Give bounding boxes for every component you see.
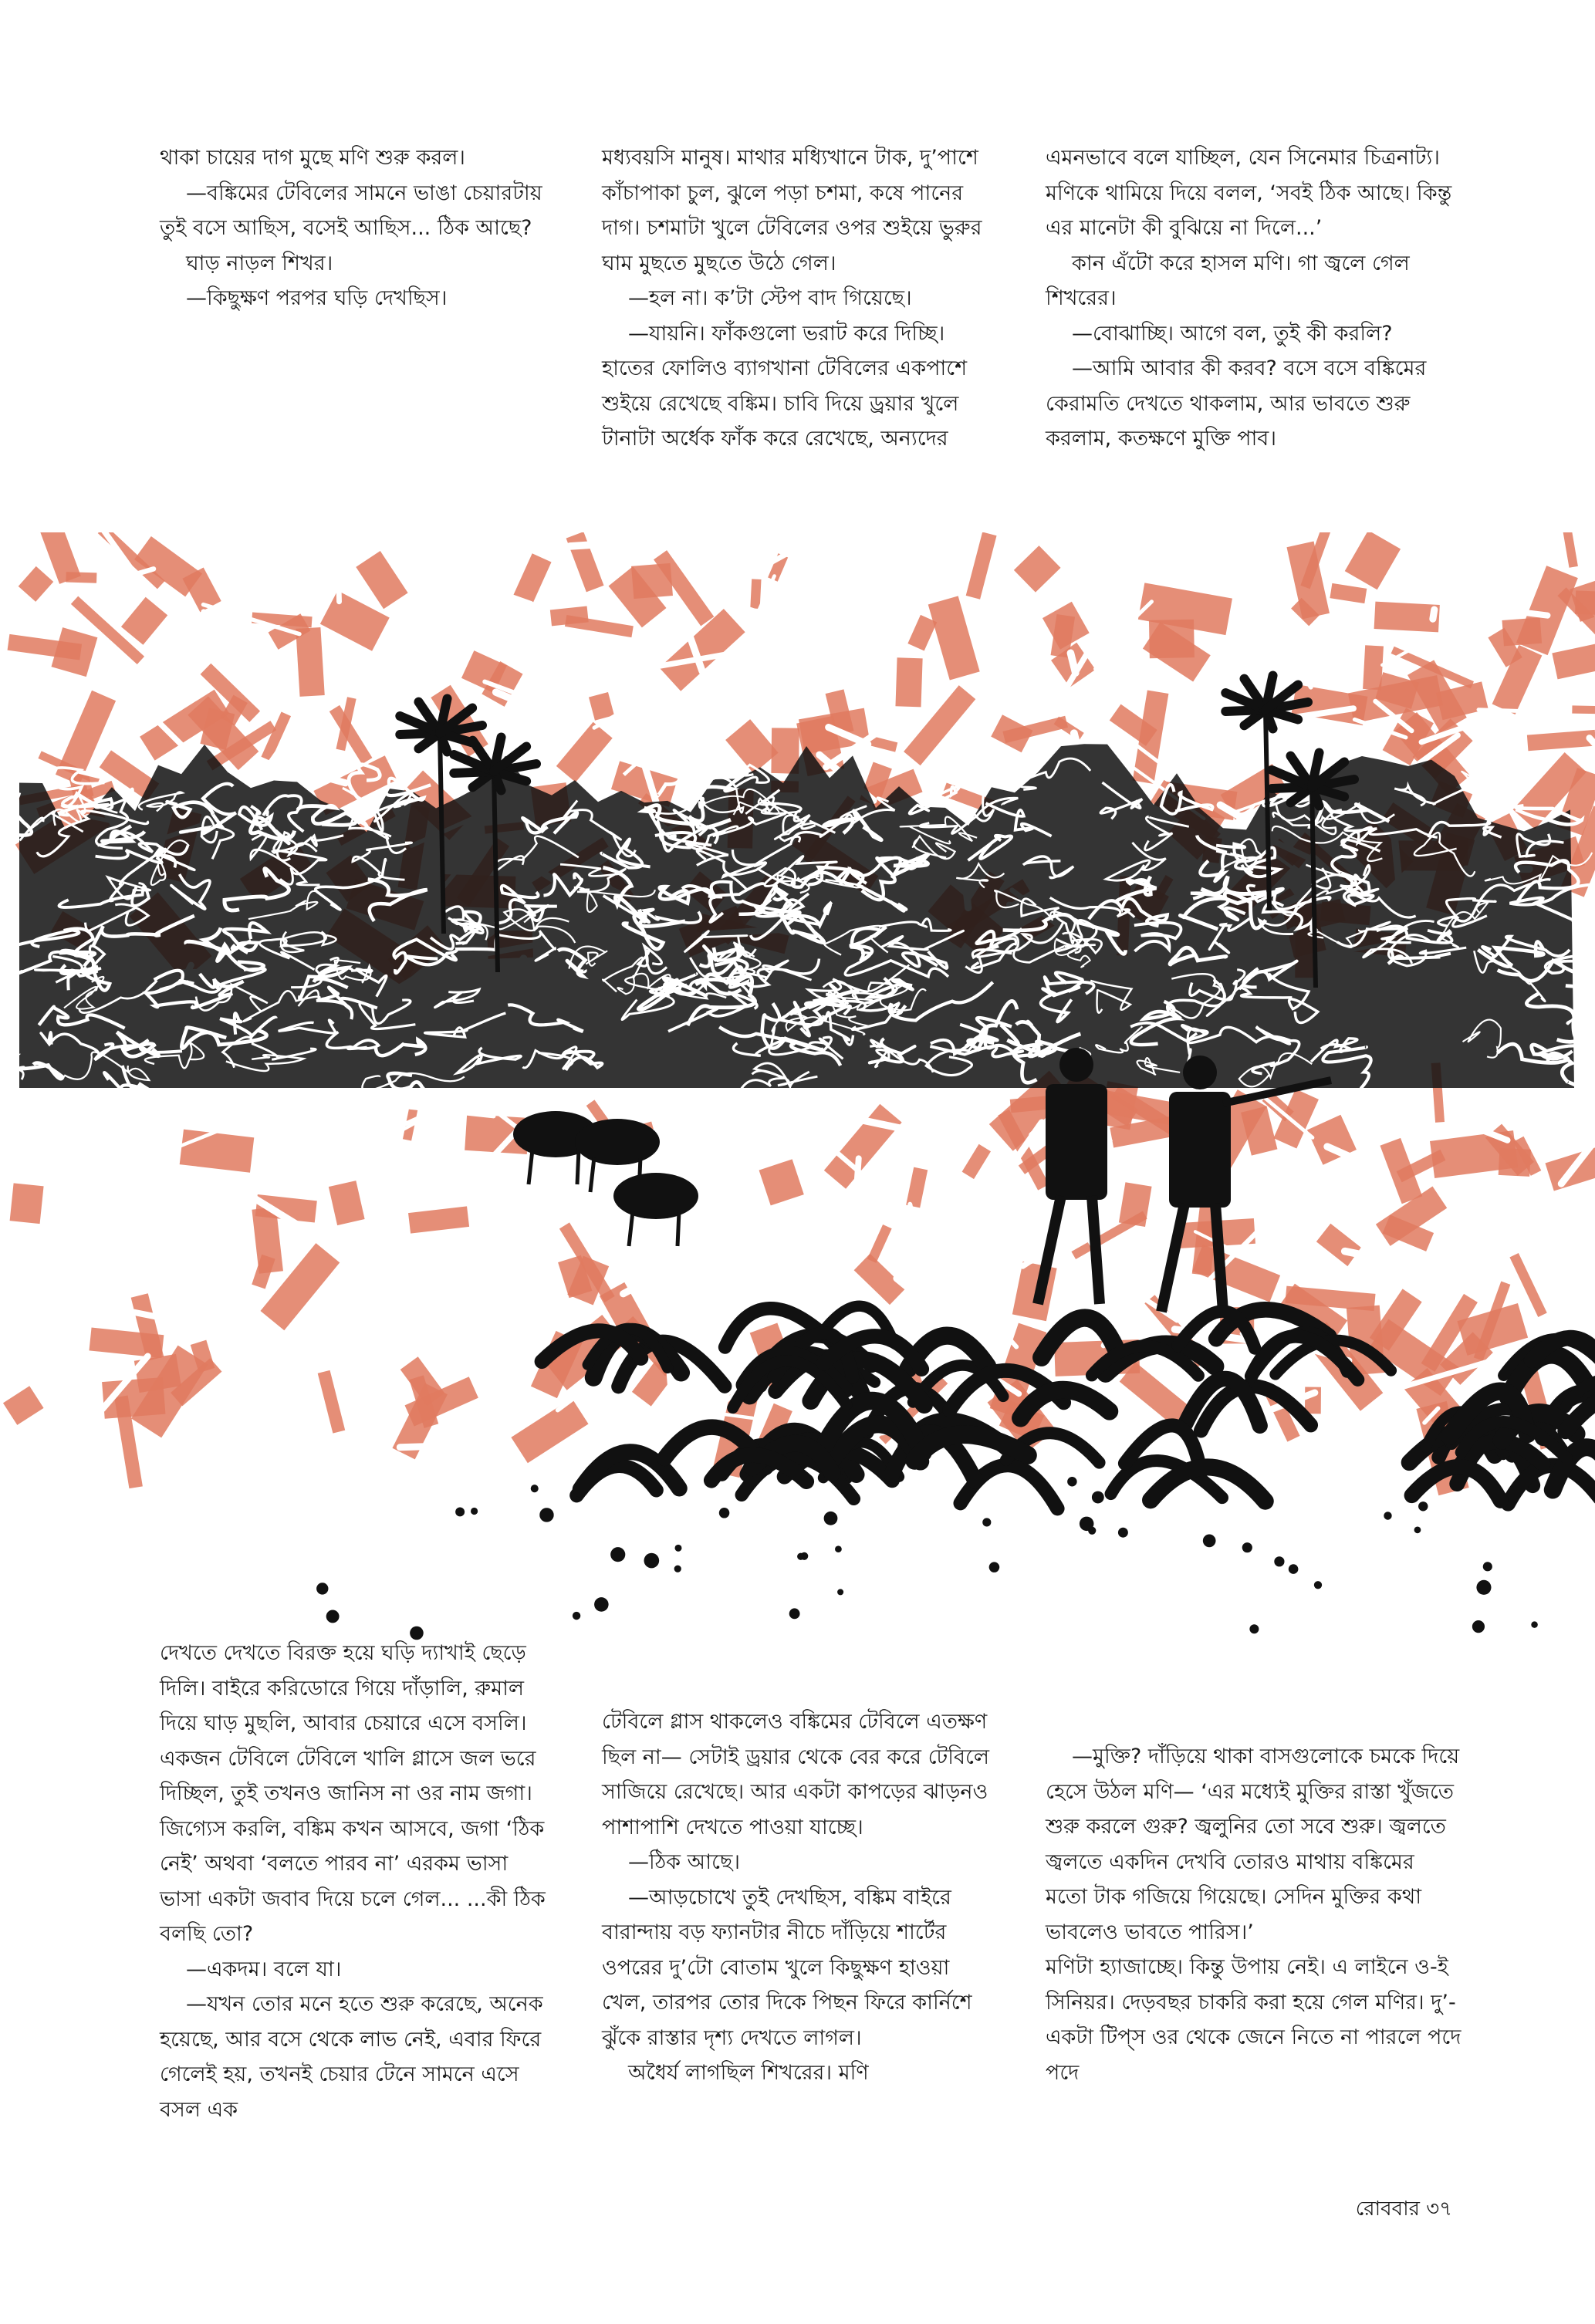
goat-leg: [590, 1157, 594, 1192]
scribble-line: [350, 1248, 372, 1269]
goat-leg: [678, 1211, 679, 1246]
ground-speck: [471, 1508, 478, 1515]
scribble-line: [440, 1337, 466, 1348]
scribble-line: [0, 702, 13, 703]
goat: [575, 1119, 660, 1165]
ground-speck: [1418, 1501, 1428, 1511]
ground-speck: [1274, 1556, 1284, 1566]
article-paragraph: —কিছুক্ষণ পরপর ঘড়ি দেখছিস।: [186, 286, 448, 310]
scribble-line: [1590, 738, 1595, 757]
ground-speck: [1289, 1564, 1299, 1574]
ground-speck: [1472, 1620, 1485, 1633]
scribble-line: [1049, 681, 1103, 724]
ground-speck: [837, 1589, 843, 1595]
scribble-line: [129, 1173, 144, 1222]
sky-patch: [1014, 546, 1061, 593]
ground-speck: [674, 1566, 681, 1572]
sky-patch: [511, 1398, 588, 1463]
sky-patch: [556, 722, 613, 782]
sky-patch: [1572, 705, 1595, 714]
sky-patch: [1120, 1362, 1190, 1426]
scribble-line: [387, 613, 470, 633]
ground-speck: [455, 1507, 465, 1516]
scribble-line: [707, 1103, 734, 1167]
sky-patch: [318, 1370, 346, 1434]
article-paragraph: এমনভাবে বলে যাচ্ছিল, যেন সিনেমার চিত্রনাট্য। মণিকে থামিয়ে দিয়ে বলল, ‘সবই ঠিক আছে। কিন্তু এর মানেটা কী বুঝিয়ে না দিলে...’: [1046, 146, 1452, 240]
scribble-line: [857, 1158, 859, 1187]
article-paragraph: —যায়নি। ফাঁকগুলো ভরাট করে দিচ্ছি। হাতের ফোলিও ব্যাগখানা টেবিলের একপাশে শুইয়ে রেখেছে বঙ্কিম। চাবি দিয়ে ড্রয়ার খুলে টানাটা অর্ধেক ফাঁক করে রেখেছে, অন্যদের: [602, 321, 968, 451]
ground-speck: [674, 1545, 681, 1552]
article-paragraph: —বঙ্কিমের টেবিলের সামনে ভাঙা চেয়ারটায় তুই বসে আছিস, বসেই আছিস... ঠিক আছে?: [160, 181, 542, 240]
article-column-top-1: [160, 140, 553, 316]
figure-leg: [1215, 1204, 1223, 1312]
scribble-line: [1282, 637, 1311, 687]
scribble-line: [1204, 748, 1262, 779]
ground-speck: [824, 1512, 838, 1525]
scribble-line: [383, 1096, 467, 1134]
figure-leg: [1161, 1204, 1184, 1312]
article-column-top-2: [602, 140, 995, 457]
scribble-line: [910, 1204, 918, 1247]
foliage-scribble: [1462, 772, 1515, 797]
sky-patch: [1071, 1211, 1147, 1260]
scribble-line: [176, 1283, 212, 1290]
ground-speck: [1203, 1535, 1216, 1548]
scribble-line: [1433, 610, 1434, 619]
scribble-line: [368, 1154, 439, 1178]
scribble-line: [1100, 1443, 1162, 1445]
article-paragraph: —বোঝাচ্ছি। আগে বল, তুই কী করলি?: [1072, 321, 1393, 346]
article-paragraph: মণিটা হ্যাজাচ্ছে। কিন্তু উপায় নেই। এ লাইনে ও-ই সিনিয়র। দেড়বছর চাকরি করা হয়ে গেল মণির। দু’-একটা টিপ্‌স ওর থেকে জেনে নিতে না পারলে পদে পদে: [1046, 1955, 1462, 2085]
goat: [613, 1173, 698, 1219]
scribble-line: [0, 750, 3, 800]
scribble-line: [972, 1262, 1002, 1275]
scribble-line: [1093, 602, 1151, 658]
article-paragraph: অধৈর্য লাগছিল শিখরের। মণি: [628, 2061, 869, 2085]
rural-landscape-illustration: [0, 532, 1595, 1659]
scribble-line: [244, 1420, 288, 1454]
ground-speck: [316, 1583, 328, 1594]
sky-patch: [329, 1181, 365, 1225]
article-paragraph: —আমি আবার কী করব? বসে বসে বঙ্কিমের কেরামতি দেখতে থাকলাম, আর ভাবতে শুরু করলাম, কতক্ষণে মুক্তি পাব।: [1046, 356, 1427, 451]
sky-patch: [759, 1159, 804, 1205]
sky-patch: [1552, 636, 1595, 680]
scribble-line: [580, 660, 651, 693]
sky-patch: [1363, 645, 1384, 690]
sky-patch: [1563, 532, 1578, 568]
ground-speck: [539, 1508, 553, 1522]
article-paragraph: দেখতে দেখতে বিরক্ত হয়ে ঘড়ি দ্যাখাই ছেড়ে দিলি। বাইরে করিডোরে গিয়ে দাঁড়ালি, রুমাল দিয়ে ঘাড় মুছলি, আবার চেয়ারে এসে বসলি। একজন টেবিলে টেবিলে খালি গ্লাসে জল ভরে দিচ্ছিল, তুই তখনও জানিস না ওর নাম জগা। জিগ্যেস করলি, বঙ্কিম কখন আসবে, জগা ‘ঠিক নেই’ অথবা ‘বলতে পারব না’ এরকম ভাসা ভাসা একটা জবাব দিয়ে চলে গেল... ...কী ঠিক বলছি তো?: [160, 1641, 546, 1946]
article-paragraph: মধ্যবয়সি মানুষ। মাথার মধ্যিখানে টাক, দু’পাশে কাঁচাপাকা চুল, ঝুলে পড়া চশমা, কষে পানের দাগ। চশমাটা খুলে টেবিলের ওপর শুইয়ে ভুরুর ঘাম মুছতে মুছতে উঠে গেল।: [602, 146, 982, 275]
sky-patch: [991, 714, 1032, 752]
goat-leg: [529, 1150, 532, 1184]
ground-speck: [594, 1597, 609, 1612]
sky-patch: [180, 1130, 255, 1173]
sky-patch: [966, 532, 997, 600]
ground-speck: [1476, 1580, 1491, 1595]
figure-body: [1169, 1092, 1231, 1208]
article-column-bottom-1: [160, 1636, 553, 2127]
goat-leg: [629, 1211, 633, 1246]
sky-patch: [356, 551, 407, 609]
scribble-line: [1088, 560, 1185, 582]
ground-speck: [1384, 1512, 1391, 1519]
sky-patch: [121, 597, 167, 645]
sky-patch: [3, 1386, 44, 1425]
ground-speck: [1531, 1621, 1538, 1628]
ground-speck: [835, 1545, 842, 1552]
article-column-top-3: [1046, 140, 1462, 457]
article-column-bottom-3: [1046, 1739, 1462, 2090]
scribble-line: [1320, 1265, 1384, 1281]
scribble-line: [221, 532, 302, 569]
sky-patch: [750, 579, 761, 609]
scribble-line: [1147, 554, 1240, 555]
ground-speck: [573, 1612, 580, 1620]
article-paragraph: —আড়চোখে তুই দেখছিস, বঙ্কিম বাইরে বারান্দায় বড় ফ্যানটার নীচে দাঁড়িয়ে শার্টের ওপরের দু’টো বোতাম খুলে কিছুক্ষণ হাওয়া খেল, তারপর তোর দিকে পিছন ফিরে কার্নিশে ঝুঁকে রাস্তার দৃশ্য দেখতে লাগল।: [602, 1885, 972, 2050]
sky-patch: [1345, 532, 1401, 589]
bush-leaf: [914, 1434, 1028, 1461]
ground-speck: [1483, 1562, 1492, 1571]
page-folio: রোববার ৩৭: [1355, 2197, 1452, 2221]
figure-leg: [1092, 1196, 1100, 1304]
sky-patch: [1330, 583, 1367, 603]
ground-speck: [1242, 1542, 1252, 1552]
scribble-line: [800, 532, 857, 541]
article-paragraph: টেবিলে গ্লাস থাকলেও বঙ্কিমের টেবিলে এতক্ষণ ছিল না— সেটাই ড্রয়ার থেকে বের করে টেবিলে সাজিয়ে রেখেছে। আর একটা কাপড়ের ঝাড়নও পাশাপাশি দেখতে পাওয়া যাচ্ছে।: [602, 1710, 989, 1839]
scribble-line: [88, 1232, 107, 1286]
ground-speck: [326, 1610, 340, 1623]
sky-patch: [906, 1167, 928, 1208]
sky-patch: [867, 1224, 892, 1263]
ground-speck: [1088, 1527, 1096, 1535]
scribble-line: [1096, 669, 1120, 688]
ground-speck: [719, 1508, 730, 1518]
scribble-line: [1070, 653, 1075, 673]
scribble-line: [1468, 532, 1516, 575]
ground-speck: [1249, 1624, 1259, 1633]
ground-speck: [789, 1608, 800, 1619]
article-paragraph: —যখন তোর মনে হতে শুরু করেছে, অনেক হয়েছে, আর বসে থেকে লাভ নেই, এবার ফিরে গেলেই হয়, তখনই চেয়ার টেনে সামনে এসে বসল এক: [160, 1992, 543, 2122]
scribble-line: [217, 1292, 242, 1343]
article-paragraph: ঘাড় নাড়ল শিখর।: [186, 251, 333, 275]
sky-patch: [10, 1183, 44, 1224]
ground-speck: [610, 1547, 625, 1562]
article-column-bottom-2: [602, 1704, 995, 2091]
sky-patch: [408, 1206, 469, 1233]
ground-speck: [1414, 1526, 1421, 1533]
scribble-line: [496, 692, 566, 721]
ground-speck: [1067, 1477, 1076, 1486]
figure-body: [1046, 1084, 1107, 1200]
ground-speck: [989, 1562, 1000, 1572]
scribble-line: [337, 544, 339, 602]
ground-speck: [1092, 1491, 1104, 1504]
sky-patch: [19, 566, 54, 602]
scribble-line: [999, 1207, 1006, 1218]
ground-speck: [1314, 1581, 1322, 1589]
ground-speck: [982, 1518, 991, 1526]
sky-patch: [296, 627, 325, 697]
scribble-line: [440, 1308, 458, 1316]
article-paragraph: —একদম। বলে যা।: [186, 1957, 342, 1981]
goat-leg: [577, 1150, 579, 1184]
figure-head: [1059, 1048, 1093, 1082]
scribble-line: [1478, 710, 1546, 712]
ground-speck: [531, 1485, 539, 1492]
scribble-line: [701, 1263, 779, 1278]
scribble-line: [856, 600, 913, 607]
sky-patch: [928, 596, 980, 680]
scribble-line: [400, 1444, 485, 1447]
scribble-line: [528, 664, 539, 674]
ground-speck: [644, 1553, 660, 1569]
scribble-line: [1238, 622, 1326, 637]
scribble-line: [785, 1226, 828, 1237]
figure-head: [1183, 1056, 1217, 1089]
article-paragraph: কান এঁটো করে হাসল মণি। গা জ্বলে গেল শিখরের।: [1046, 251, 1410, 310]
article-paragraph: থাকা চায়ের দাগ মুছে মণি শুরু করল।: [160, 146, 465, 170]
scribble-line: [302, 771, 346, 782]
sky-patch: [962, 1144, 991, 1179]
ground-speck: [1118, 1528, 1128, 1538]
article-paragraph: —ঠিক আছে।: [628, 1850, 740, 1874]
sky-patch: [895, 657, 922, 707]
article-paragraph: —হল না। ক’টা স্টেপ বাদ গিয়েছে।: [628, 286, 912, 310]
scribble-line: [1096, 535, 1164, 536]
sky-patch: [1527, 730, 1595, 751]
ground-speck: [797, 1553, 804, 1560]
article-paragraph: —মুক্তি? দাঁড়িয়ে থাকা বাসগুলোকে চমকে দিয়ে হেসে উঠল মণি— ‘এর মধ্যেই মুক্তির রাস্তা খুঁজতে শুরু করলে গুরু? জ্বলুনির তো সবে শুরু। জ্বলতে জ্বলতে একদিন দেখবি তোরও মাথায় বঙ্কিমের মতো টাক গজিয়ে গিয়েছে। সেদিন মুক্তির কথা ভাবলেও ভাবতে পারিস।’: [1046, 1745, 1460, 1944]
scribble-line: [623, 1274, 661, 1294]
scribble-line: [151, 1451, 206, 1461]
